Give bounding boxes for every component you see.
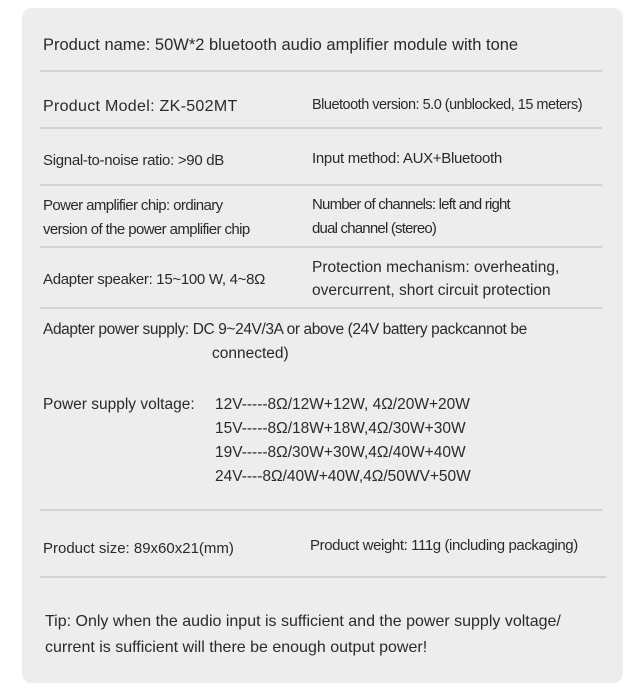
channels-line2: dual channel (stereo) [312, 220, 437, 237]
product-model: Product Model: ZK-502MT [43, 98, 238, 115]
channels-line1: Number of channels: left and right [312, 196, 510, 213]
product-name: Product name: 50W*2 bluetooth audio amplifier module with tone [43, 36, 519, 54]
row-divider [40, 127, 602, 129]
product-weight: Product weight: 111g (including packaging) [310, 537, 578, 554]
amp-chip-line2: version of the power amplifier chip [43, 221, 250, 238]
row-divider [40, 184, 602, 186]
protection-line2: overcurrent, short circuit protection [312, 282, 551, 299]
input-method: Input method: AUX+Bluetooth [312, 150, 502, 167]
power-voltage-label: Power supply voltage: [43, 396, 195, 413]
power-voltage-values [215, 393, 471, 489]
row-divider [40, 246, 602, 248]
adapter-power-line1: Adapter power supply: DC 9~24V/3A or above (24V battery packcannot be [43, 321, 527, 338]
power-voltage-line: 24V----8Ω/40W+40W,4Ω/50WV+50W [215, 468, 471, 485]
amp-chip-line1: Power amplifier chip: ordinary [43, 197, 223, 214]
protection-line1: Protection mechanism: overheating, [312, 259, 560, 276]
power-voltage-line: 19V-----8Ω/30W+30W,4Ω/40W+40W [215, 444, 466, 461]
bluetooth-version: Bluetooth version: 5.0 (unblocked, 15 meters) [312, 97, 583, 113]
adapter-speaker: Adapter speaker: 15~100 W, 4~8Ω [43, 271, 266, 288]
tip-note: Tip: Only when the audio input is sufficient and the power supply voltage/ current is sufficient will there be enough output power! [45, 613, 561, 656]
row-divider [40, 509, 602, 511]
row-divider [40, 576, 606, 578]
power-voltage-line: 12V-----8Ω/12W+12W, 4Ω/20W+20W [215, 396, 470, 413]
power-voltage-line: 15V-----8Ω/18W+18W,4Ω/30W+30W [215, 420, 466, 437]
adapter-power-line2: connected) [212, 345, 289, 362]
product-size: Product size: 89x60x21(mm) [43, 540, 234, 557]
row-divider [40, 70, 602, 72]
row-divider [40, 307, 602, 309]
signal-to-noise: Signal-to-noise ratio: >90 dB [43, 152, 224, 169]
